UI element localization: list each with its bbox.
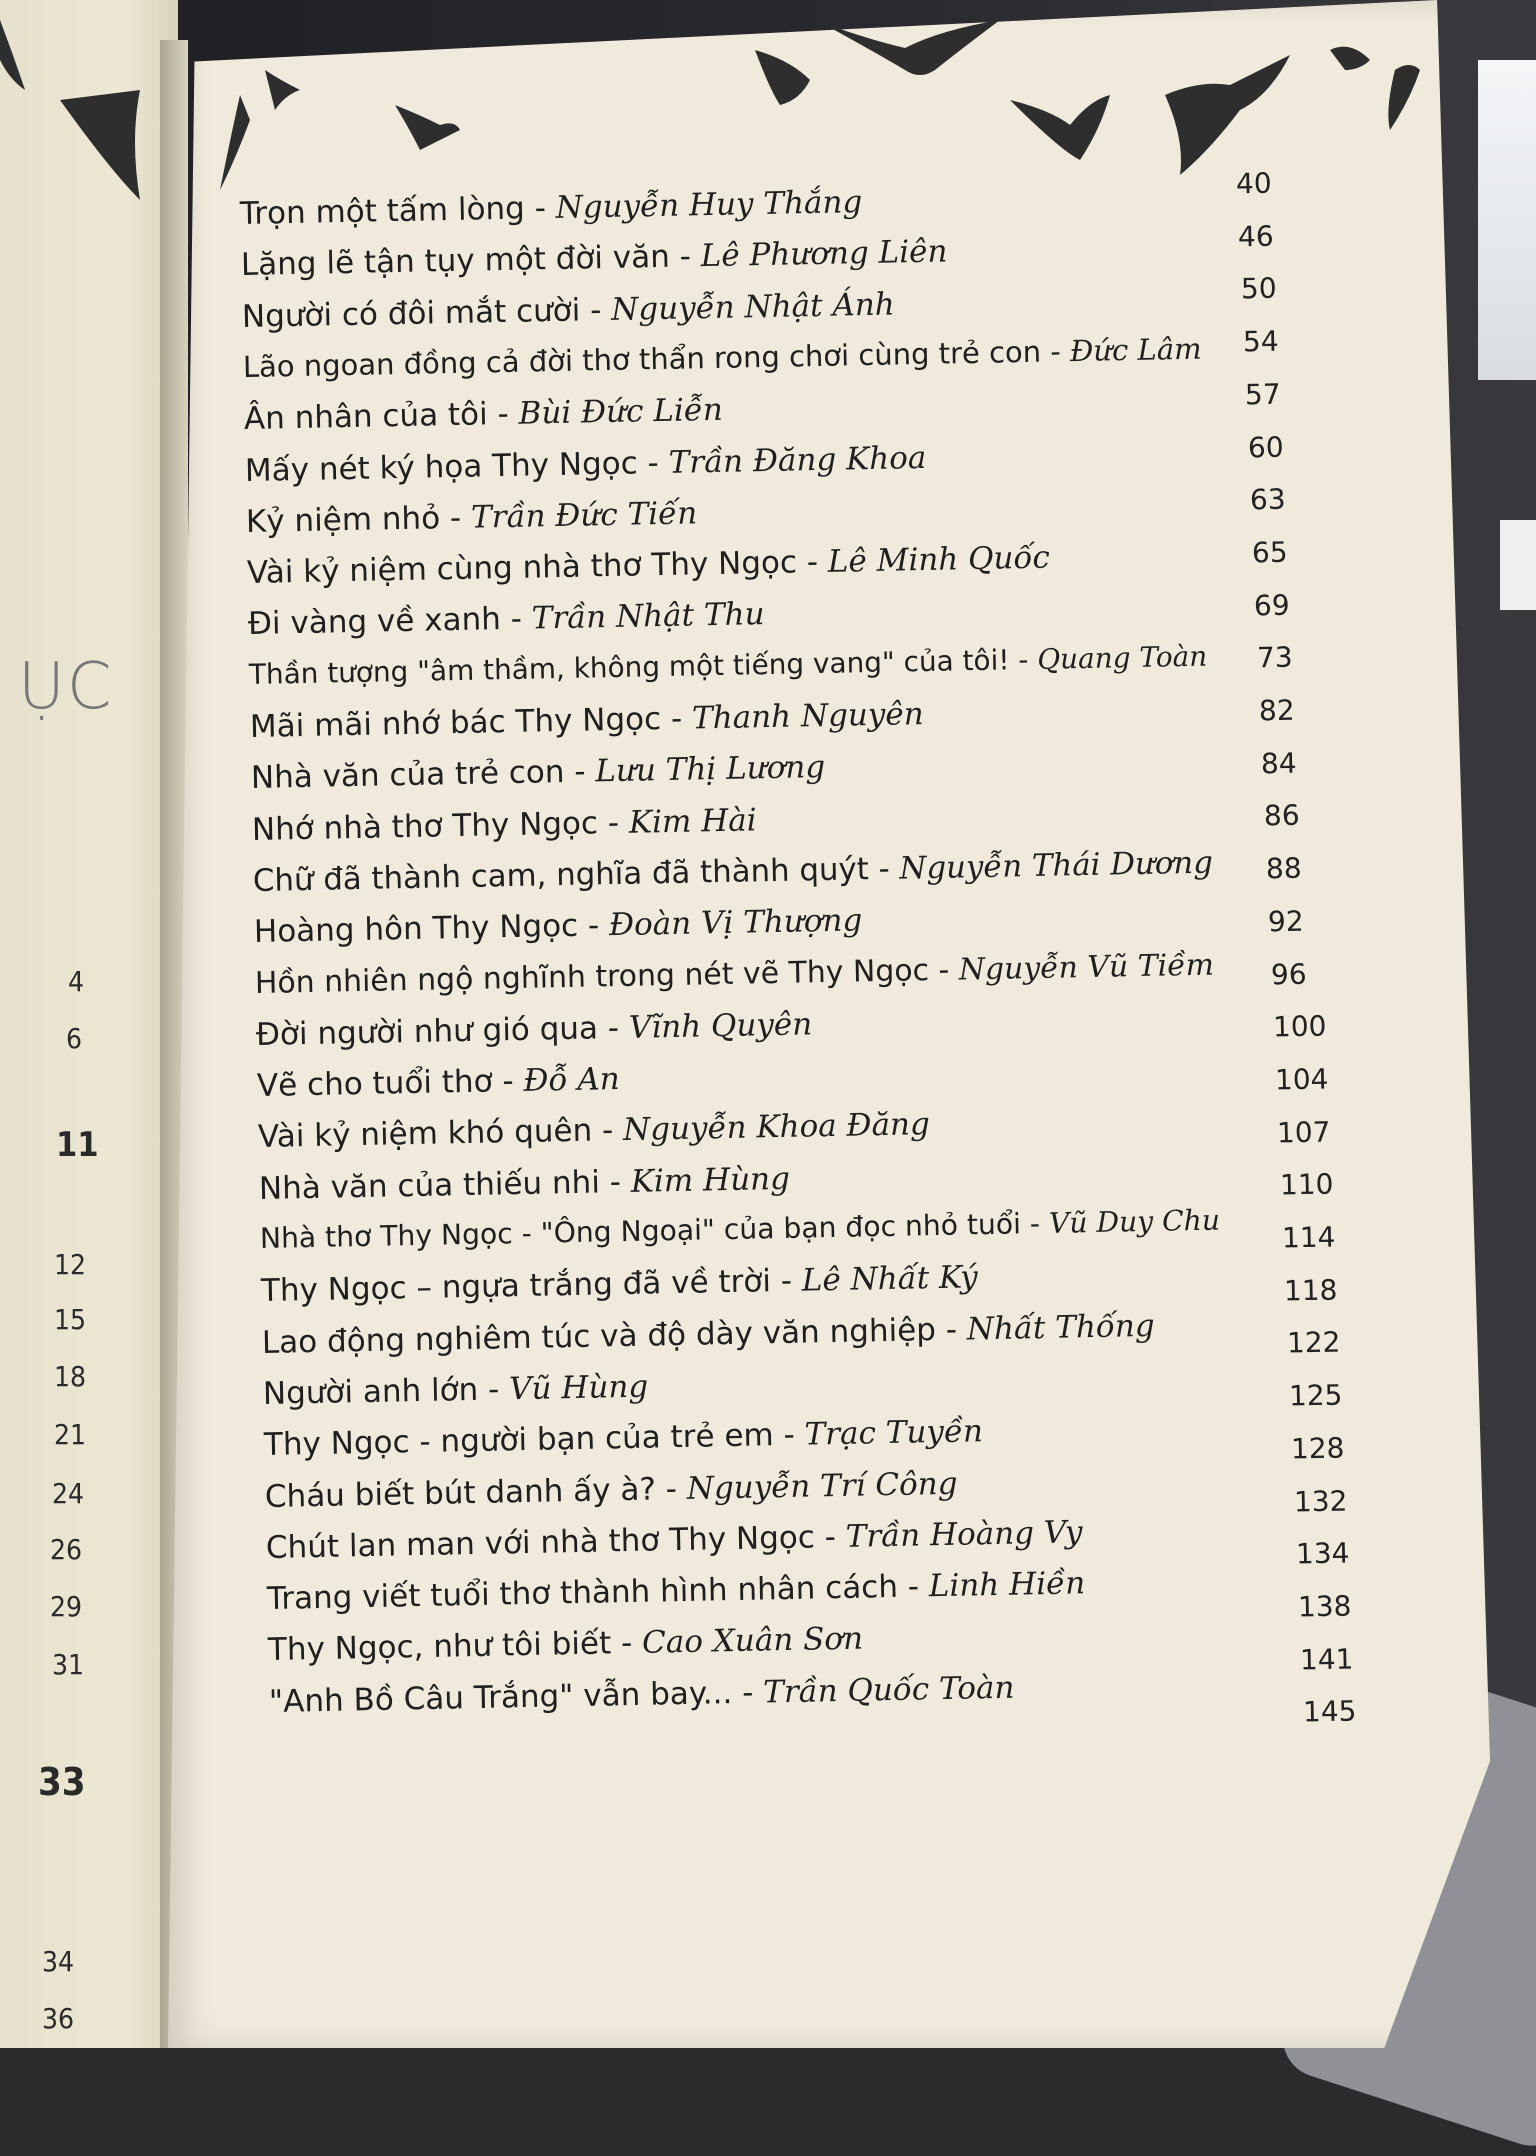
toc-entry-title: Ân nhân của tôi — [243, 396, 489, 438]
toc-entry-title: Mấy nét ký họa Thy Ngọc — [244, 444, 639, 489]
toc-entry-title: Nhà văn của thiếu nhi — [258, 1164, 601, 1207]
toc-entry-author: Vũ Hùng — [508, 1368, 649, 1408]
toc-entry-title: Hồn nhiên ngộ nghĩnh trong nét vẽ Thy Ngọc — [254, 952, 930, 1001]
bird-silhouette-icon — [1010, 95, 1110, 160]
toc-entry-page: 138 — [1297, 1589, 1352, 1624]
left-page-number: 29 — [50, 1590, 83, 1623]
bird-silhouette-icon — [1165, 55, 1290, 175]
toc-entry-page: 114 — [1281, 1220, 1336, 1255]
toc-entry-title: Nhà văn của trẻ con — [250, 754, 565, 797]
toc-entry-page: 100 — [1272, 1009, 1327, 1044]
toc-entry-separator: - — [564, 753, 596, 791]
left-page-number: 26 — [50, 1533, 83, 1566]
toc-entry-title: Chút lan man với nhà thơ Thy Ngọc — [265, 1519, 816, 1566]
toc-entry-separator: - — [1020, 1206, 1050, 1241]
toc-entry-author: Kim Hùng — [630, 1160, 791, 1200]
bird-silhouette-icon — [220, 95, 250, 190]
toc-entry-title: Trọn một tấm lòng — [239, 190, 526, 232]
left-page-number: 4 — [68, 965, 85, 998]
toc-entry-page: 104 — [1274, 1062, 1329, 1097]
toc-entry-page: 128 — [1290, 1431, 1345, 1466]
toc-entry-author: Nguyễn Khoa Đăng — [622, 1106, 931, 1149]
toc-entry-separator: - — [487, 395, 519, 433]
toc-entry-author: Nguyễn Huy Thắng — [555, 184, 863, 226]
toc-entry-title: Vẽ cho tuổi thơ — [256, 1063, 493, 1105]
left-page-number: 24 — [52, 1477, 85, 1510]
toc-entry-author: Trần Hoàng Vy — [845, 1514, 1083, 1555]
toc-entry-title: Nhớ nhà thơ Thy Ngọc — [251, 804, 599, 848]
toc-entry-author: Trần Quốc Toàn — [762, 1669, 1015, 1711]
left-page-number: 18 — [54, 1360, 87, 1393]
toc-entry-page: 65 — [1251, 535, 1289, 570]
toc-entry-page: 134 — [1295, 1536, 1350, 1571]
toc-entry-title: Đời người như gió qua — [255, 1010, 599, 1053]
toc-entry-page: 145 — [1302, 1694, 1357, 1729]
toc-entry-page: 73 — [1256, 640, 1293, 675]
toc-entry-author: Nguyễn Vũ Tiềm — [958, 947, 1215, 987]
toc-entry-author: Vũ Duy Chu — [1048, 1203, 1221, 1240]
toc-entry-title: Lặng lẽ tận tụy một đời văn — [240, 239, 671, 284]
toc-entry-separator: - — [492, 1062, 524, 1100]
toc-entry-separator: - — [897, 1568, 930, 1605]
toc-entry-separator: - — [579, 291, 612, 329]
left-page-number: 11 — [56, 1125, 99, 1165]
toc-entry-title: Thy Ngọc - người bạn của trẻ em — [263, 1417, 774, 1464]
toc-entry-title: Người có đôi mắt cười — [241, 292, 581, 335]
toc-entry-separator: - — [669, 238, 702, 276]
toc-entry-separator: - — [637, 444, 669, 481]
toc-entry-title: Mãi mãi nhớ bác Thy Ngọc — [249, 701, 662, 745]
toc-entry-title: Đi vàng về xanh — [247, 601, 502, 643]
bird-silhouette-icon — [1388, 65, 1420, 130]
toc-entry-title: Trang viết tuổi thơ thành hình nhân cách — [266, 1568, 899, 1618]
toc-entry-author: Đoàn Vị Thượng — [608, 902, 863, 944]
toc-entry-page: 82 — [1258, 693, 1295, 728]
toc-entry-separator: - — [731, 1674, 764, 1711]
toc-entry-author: Lưu Thị Lương — [595, 749, 826, 790]
toc-entry-separator: - — [591, 1112, 624, 1149]
toc-entry-page: 118 — [1283, 1273, 1339, 1308]
toc-entry-author: Nguyễn Thái Dương — [899, 844, 1214, 887]
toc-entry-author: Linh Hiền — [928, 1565, 1086, 1605]
toc-entry-author: Cao Xuân Sơn — [641, 1620, 864, 1662]
toc-entry-separator: - — [610, 1625, 643, 1662]
toc-entry-title: Kỷ niệm nhỏ — [245, 500, 441, 540]
toc-entry-title: "Anh Bồ Câu Trắng" vẫn bay... — [268, 1674, 733, 1720]
toc-entry-page: 125 — [1288, 1378, 1343, 1413]
toc-entry-page: 46 — [1237, 219, 1275, 254]
toc-entry-separator: - — [477, 1371, 510, 1408]
toc-entry-author: Nhất Thống — [966, 1307, 1155, 1348]
toc-entry-author: Nguyễn Trí Công — [686, 1465, 958, 1507]
toc-entry-page: 88 — [1265, 851, 1302, 886]
left-page-number: 31 — [52, 1648, 85, 1681]
left-page-number: 6 — [66, 1022, 83, 1055]
toc-entry-separator: - — [577, 907, 610, 944]
left-page-number: 15 — [54, 1303, 87, 1336]
toc-entry-title: Thy Ngọc, như tôi biết — [267, 1625, 612, 1669]
toc-entry-title: Vài kỷ niệm khó quên — [257, 1112, 593, 1156]
toc-entry-author: Trần Nhật Thu — [531, 596, 765, 637]
toc-entry-page: 54 — [1242, 324, 1279, 359]
toc-entry-author: Kim Hài — [628, 801, 757, 841]
left-page-number: 12 — [54, 1248, 87, 1281]
toc-entry-separator: - — [655, 1470, 688, 1507]
left-page-number: 33 — [38, 1760, 86, 1804]
toc-entry-separator: - — [770, 1262, 803, 1300]
toc-entry-title: Lao động nghiêm túc và độ dày văn nghiệp — [261, 1311, 937, 1361]
toc-entry-author: Vĩnh Quyên — [628, 1006, 813, 1046]
toc-entry — [257, 1061, 620, 1108]
toc-entry-separator: - — [597, 1009, 630, 1047]
toc-entry-page: 86 — [1263, 799, 1300, 833]
left-page-number: 34 — [42, 1945, 75, 1978]
toc-entry-separator: - — [796, 543, 829, 581]
toc-entry-author: Thanh Nguyên — [691, 696, 924, 737]
toc-entry-separator: - — [814, 1518, 847, 1556]
toc-entry-title: Nhà thơ Thy Ngọc - "Ông Ngoại" của bạn đọc nhỏ tuổi — [259, 1207, 1022, 1255]
toc-entry-page: 63 — [1249, 482, 1286, 517]
toc-entry-separator: - — [1009, 642, 1038, 677]
toc-entry-author: Lê Nhất Ký — [801, 1259, 979, 1299]
toc-entry-page: 60 — [1247, 430, 1284, 464]
toc-entry-page: 96 — [1270, 957, 1307, 991]
toc-entry-title: Hoàng hôn Thy Ngọc — [253, 907, 579, 951]
left-page-number: 21 — [54, 1418, 87, 1451]
toc-entry-page: 84 — [1260, 746, 1298, 781]
toc-entry — [263, 1368, 649, 1415]
toc-entry-title: Thy Ngọc – ngựa trắng đã về trời — [260, 1263, 772, 1310]
toc-entry-separator: - — [928, 951, 960, 988]
bird-silhouette-icon — [0, 20, 25, 90]
toc-entry-title: Vài kỷ niệm cùng nhà thơ Thy Ngọc — [246, 544, 798, 592]
toc-entry-author: Quang Toàn — [1036, 639, 1208, 676]
toc-entry-author: Trạc Tuyền — [804, 1413, 984, 1453]
toc-entry-page: 57 — [1244, 377, 1282, 412]
toc-entry-title: Chữ đã thành cam, nghĩa đã thành quýt — [252, 851, 870, 899]
bird-silhouette-icon — [1330, 47, 1370, 70]
toc-entry-page: 110 — [1279, 1167, 1334, 1202]
toc-entry-separator: - — [500, 600, 533, 638]
toc-entry-page: 69 — [1254, 588, 1291, 622]
toc-entry-separator: - — [439, 499, 472, 537]
toc-entry-page: 132 — [1293, 1483, 1348, 1519]
toc-entry-author: Bùi Đức Liễn — [518, 391, 724, 432]
bird-silhouette-icon — [265, 70, 300, 110]
toc-entry — [246, 495, 698, 544]
bird-silhouette-icon — [395, 105, 460, 150]
left-page — [0, 0, 178, 2048]
toc-entry-page: 92 — [1267, 904, 1305, 939]
toc-entry-page: 107 — [1277, 1115, 1332, 1150]
toc-entry-separator: - — [868, 850, 900, 888]
toc-entry-page: 40 — [1235, 166, 1272, 201]
bird-silhouette-icon — [820, 20, 1000, 75]
left-page-heading-fragment: ỤC — [18, 650, 114, 724]
toc-entry-author: Đỗ An — [523, 1061, 621, 1099]
toc-entry-page: 141 — [1300, 1642, 1355, 1677]
toc-entry-separator: - — [597, 804, 630, 841]
toc-entry-author: Trần Đăng Khoa — [668, 439, 927, 481]
toc-entry-separator: - — [599, 1163, 632, 1201]
toc-entry-separator: - — [773, 1416, 805, 1454]
toc-entry-separator: - — [524, 189, 557, 227]
left-page-number: 36 — [42, 2002, 75, 2035]
bird-silhouette-icon — [755, 50, 810, 105]
toc-entry-author: Nguyễn Nhật Ánh — [610, 286, 896, 328]
background-light — [1500, 520, 1536, 610]
toc-entry-page: 122 — [1286, 1325, 1341, 1360]
toc-entry-separator: - — [660, 700, 693, 738]
toc-entry-author: Đức Lâm — [1069, 331, 1202, 369]
toc-entry-separator: - — [1040, 334, 1071, 369]
toc-entry-title: Thần tượng "âm thầm, không một tiếng vang" của tôi! — [248, 643, 1010, 691]
toc-entry-author: Lê Phương Liên — [700, 233, 948, 275]
toc-entry-title: Người anh lớn — [262, 1371, 479, 1412]
toc-entry-page: 50 — [1240, 272, 1277, 306]
toc-entry-title: Lão ngoan đồng cả đời thơ thẩn rong chơi cùng trẻ con — [242, 334, 1042, 384]
toc-entry-author: Trần Đức Tiến — [470, 495, 698, 536]
toc-entry-author: Lê Minh Quốc — [827, 539, 1051, 580]
toc-entry-title: Cháu biết bút danh ấy à? — [264, 1470, 657, 1515]
bird-silhouette-icon — [60, 90, 140, 200]
toc-entry-separator: - — [935, 1311, 968, 1348]
